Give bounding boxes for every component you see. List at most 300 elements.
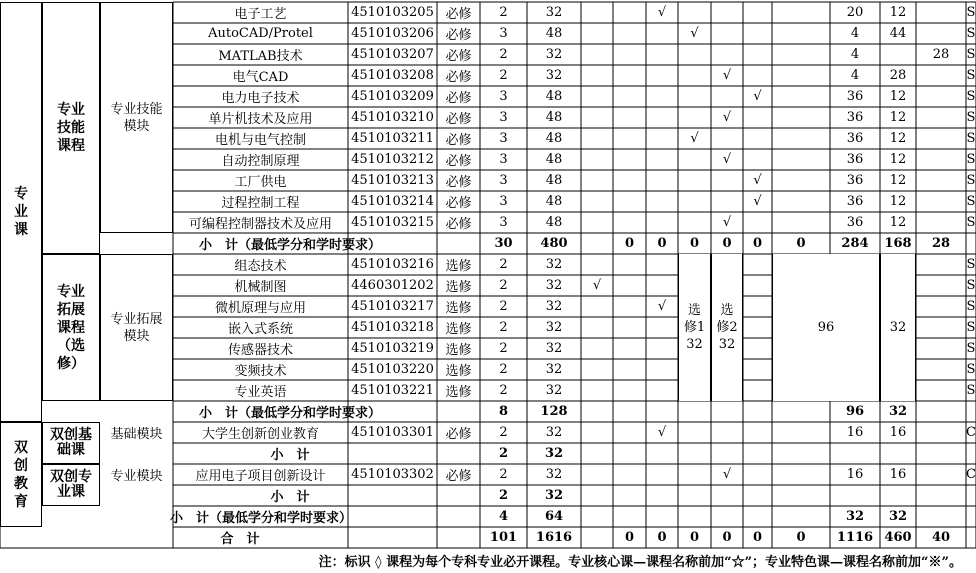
skill-subtotal-credit: 30 (494, 236, 513, 251)
course-hours: 32 (545, 320, 563, 335)
skill-subtotal-label: 小 计（最低学分和学时要求） (198, 238, 381, 253)
semester-mark: √ (657, 299, 667, 314)
semester-mark (581, 296, 613, 317)
course-name: 组态技术 (234, 259, 287, 274)
course-name: 应用电子项目创新设计 (195, 469, 326, 484)
ext-subtotal-label: 小 计（最低学分和学时要求） (198, 406, 381, 421)
course-hours: 32 (545, 68, 563, 83)
theory-hours: 36 (846, 194, 864, 209)
course-credit: 2 (499, 299, 508, 314)
edge-mark: S (966, 89, 976, 104)
course-credit: 3 (499, 89, 508, 104)
sc-subtotal-practice: 32 (888, 509, 908, 524)
theory-hours: 16 (846, 467, 864, 482)
sc-subtotal-credit: 4 (498, 509, 509, 524)
total-practice: 460 (884, 530, 912, 545)
ext-theory-hours: 96 (772, 254, 880, 401)
edge-mark: S (966, 257, 976, 272)
semester-mark (613, 44, 646, 65)
total-label: 合 计 (220, 532, 260, 547)
sc-subtotal-theory: 32 (845, 509, 865, 524)
semester-mark (581, 317, 613, 338)
elective-group-2: 选修2 32 (711, 254, 743, 401)
semester-mark (613, 107, 646, 128)
course-code: 4510103220 (351, 362, 434, 377)
course-code: 4510103210 (351, 110, 434, 125)
course-code: 4510103215 (351, 215, 434, 230)
course-code: 4510103207 (351, 47, 434, 62)
course-hours: 32 (545, 47, 563, 62)
course-hours: 48 (545, 131, 563, 146)
ext-subtotal-credit: 8 (498, 404, 509, 419)
semester-mark (581, 128, 613, 149)
total-hours: 1616 (535, 530, 573, 545)
course-name: 大学生创新创业教育 (201, 427, 319, 442)
practice-hours: 12 (889, 5, 907, 20)
course-credit: 2 (499, 257, 508, 272)
semester-mark (613, 2, 646, 23)
extra-hours (916, 128, 966, 149)
course-credit: 2 (499, 341, 508, 356)
semester-mark: √ (722, 467, 732, 482)
group-sc-zhuanye: 双创专业课 (42, 464, 100, 506)
ext-subtotal-practice: 32 (888, 404, 908, 419)
semester-mark: √ (753, 173, 762, 188)
semester-mark (646, 23, 678, 44)
extra-hours (916, 2, 966, 23)
course-type: 选修 (445, 280, 472, 295)
course-hours: 48 (545, 110, 563, 125)
course-credit: 3 (499, 110, 508, 125)
course-name: 传感器技术 (227, 343, 293, 358)
semester-mark: √ (722, 68, 732, 83)
semester-mark (711, 86, 743, 107)
practice-hours: 12 (889, 131, 907, 146)
semester-mark (646, 65, 678, 86)
course-code: 4510103214 (351, 194, 434, 209)
extra-hours (916, 191, 966, 212)
semester-mark: √ (657, 5, 667, 20)
course-credit: 2 (499, 320, 508, 335)
course-credit: 3 (499, 26, 508, 41)
group-tuozhan: 专业拓展课程（选修） (42, 254, 100, 401)
semester-mark (646, 212, 678, 233)
course-name: 电子工艺 (234, 7, 287, 22)
semester-mark: √ (722, 110, 732, 125)
course-hours: 48 (545, 194, 563, 209)
sc-subtotal-label: 小 计（最低学分和学时要求） (169, 511, 352, 526)
course-hours: 32 (545, 341, 563, 356)
course-name: 变频技术 (234, 364, 287, 379)
semester-mark (711, 44, 743, 65)
skill-subtotal-hours: 480 (540, 236, 568, 251)
sc-subtotal-1-hours: 32 (544, 446, 564, 461)
semester-mark (678, 107, 711, 128)
practice-hours: 44 (889, 26, 907, 41)
course-type: 必修 (445, 469, 472, 484)
semester-mark (613, 191, 646, 212)
extra-hours (916, 212, 966, 233)
subtotal-mark: 0 (689, 236, 700, 251)
edge-mark: S (966, 152, 976, 167)
course-name: 微机原理与应用 (214, 301, 306, 316)
semester-mark (613, 149, 646, 170)
semester-mark (581, 212, 613, 233)
course-code: 4510103301 (351, 425, 434, 440)
course-code: 4510103217 (351, 299, 434, 314)
semester-mark (581, 86, 613, 107)
sc-subtotal-2-credit: 2 (498, 488, 509, 503)
course-hours: 48 (545, 152, 563, 167)
course-hours: 48 (545, 173, 563, 188)
extra-hours (916, 170, 966, 191)
semester-mark (613, 23, 646, 44)
course-code: 4510103218 (351, 320, 434, 335)
edge-mark: S (966, 194, 976, 209)
course-type: 必修 (445, 154, 472, 169)
skill-subtotal-practice: 168 (884, 236, 912, 251)
course-name: 嵌入式系统 (227, 322, 293, 337)
total-theory: 1116 (836, 530, 874, 545)
semester-mark (613, 170, 646, 191)
practice-hours: 12 (889, 152, 907, 167)
edge-mark: S (966, 383, 976, 398)
semester-mark (646, 107, 678, 128)
sc-subtotal-1-credit: 2 (498, 446, 509, 461)
semester-mark: √ (722, 215, 732, 230)
course-name: 单片机技术及应用 (208, 112, 313, 127)
semester-mark (772, 2, 830, 23)
course-credit: 2 (499, 425, 508, 440)
course-type: 必修 (445, 175, 472, 190)
subtotal-mark: 0 (722, 236, 732, 251)
course-code: 4510103216 (351, 257, 434, 272)
edge-mark: S (966, 299, 976, 314)
semester-mark (743, 44, 772, 65)
subtotal-mark: 0 (752, 236, 763, 251)
semester-mark (711, 191, 743, 212)
skill-subtotal-extra: 28 (931, 236, 951, 251)
semester-mark: √ (753, 194, 762, 209)
semester-mark (581, 254, 613, 275)
subtotal-mark: 0 (796, 236, 806, 251)
course-type: 选修 (445, 364, 472, 379)
semester-mark (678, 212, 711, 233)
semester-mark (711, 23, 743, 44)
practice-hours: 16 (889, 425, 907, 440)
theory-hours: 36 (846, 215, 864, 230)
semester-mark (772, 23, 830, 44)
course-code: 4510103221 (351, 383, 434, 398)
semester-mark (743, 128, 772, 149)
semester-mark (772, 212, 830, 233)
semester-mark (646, 254, 678, 275)
semester-mark (678, 191, 711, 212)
edge-mark: S (966, 131, 976, 146)
semester-mark (772, 86, 830, 107)
semester-mark (711, 2, 743, 23)
total-credit: 101 (489, 530, 518, 545)
extra-hours (916, 149, 966, 170)
module-jineng: 专业技能模块 (100, 2, 173, 233)
group-shuangchuang: 双创教育 (0, 422, 42, 527)
edge-mark: S (966, 47, 976, 62)
semester-mark (646, 317, 678, 338)
semester-mark (613, 65, 646, 86)
course-hours: 32 (545, 383, 563, 398)
course-credit: 2 (499, 5, 508, 20)
module-tuozhan: 专业拓展模块 (100, 254, 173, 401)
course-credit: 3 (499, 131, 508, 146)
semester-mark (581, 359, 613, 380)
course-code: 4510103302 (351, 467, 434, 482)
semester-mark (678, 149, 711, 170)
course-name: MATLAB技术 (218, 49, 303, 64)
course-hours: 32 (545, 5, 563, 20)
elective-group-1: 选修1 32 (678, 254, 711, 401)
semester-mark (743, 23, 772, 44)
theory-hours: 36 (846, 89, 864, 104)
course-credit: 3 (499, 215, 508, 230)
subtotal-mark: 0 (657, 236, 667, 251)
semester-mark (772, 170, 830, 191)
course-credit: 2 (499, 383, 508, 398)
course-type: 选修 (445, 322, 472, 337)
course-hours: 48 (545, 26, 563, 41)
semester-mark (646, 380, 678, 401)
semester-mark (678, 65, 711, 86)
course-code: 4510103205 (351, 5, 434, 20)
semester-mark (772, 44, 830, 65)
total-mark: 0 (752, 530, 763, 545)
semester-mark (581, 338, 613, 359)
group-jineng: 专业技能课程 (42, 2, 100, 254)
course-name: 过程控制工程 (221, 196, 300, 211)
course-type: 必修 (445, 7, 472, 22)
edge-mark: S (966, 26, 976, 41)
skill-subtotal-theory: 284 (841, 236, 869, 251)
course-credit: 2 (499, 362, 508, 377)
semester-mark (581, 2, 613, 23)
course-type: 选修 (445, 259, 472, 274)
course-code: 4510103206 (351, 26, 434, 41)
course-hours: 48 (545, 89, 563, 104)
edge-mark: S (966, 5, 976, 20)
edge-mark: C (966, 467, 976, 482)
course-type: 必修 (445, 28, 472, 43)
practice-hours: 12 (889, 110, 907, 125)
course-name: 电机与电气控制 (214, 133, 306, 148)
theory-hours: 4 (850, 47, 860, 62)
course-type: 选修 (445, 385, 472, 400)
edge-mark: S (966, 362, 976, 377)
practice-hours: 12 (889, 215, 907, 230)
semester-mark (711, 170, 743, 191)
theory-hours: 36 (846, 152, 864, 167)
course-name: 电力电子技术 (221, 91, 300, 106)
semester-mark (678, 44, 711, 65)
course-hours: 32 (545, 425, 563, 440)
edge-mark: S (966, 341, 976, 356)
semester-mark (646, 149, 678, 170)
course-code: 4510103209 (351, 89, 434, 104)
course-hours: 32 (545, 278, 563, 293)
course-credit: 2 (499, 47, 508, 62)
course-name: 工厂供电 (234, 175, 287, 190)
extra-hours (916, 86, 966, 107)
semester-mark (646, 338, 678, 359)
practice-hours: 16 (889, 467, 907, 482)
theory-hours: 4 (850, 26, 860, 41)
semester-mark (743, 149, 772, 170)
course-type: 必修 (445, 91, 472, 106)
semester-mark (646, 170, 678, 191)
course-hours: 32 (545, 299, 563, 314)
course-name: AutoCAD/Protel (208, 26, 313, 41)
semester-mark (646, 359, 678, 380)
sc-subtotal-2-hours: 32 (544, 488, 564, 503)
extra-hours: 28 (932, 47, 950, 62)
semester-mark (772, 149, 830, 170)
semester-mark (743, 2, 772, 23)
semester-mark (646, 44, 678, 65)
semester-mark (772, 191, 830, 212)
course-name: 自动控制原理 (221, 154, 300, 169)
theory-hours: 16 (846, 425, 864, 440)
semester-mark (646, 191, 678, 212)
total-mark: 0 (689, 530, 700, 545)
course-code: 4510103219 (351, 341, 434, 356)
course-type: 选修 (445, 301, 472, 316)
sc-subtotal-1-label: 小 计 (270, 448, 310, 463)
semester-mark (646, 128, 678, 149)
course-credit: 2 (499, 68, 508, 83)
course-credit: 3 (499, 173, 508, 188)
course-type: 必修 (445, 427, 472, 442)
semester-mark (613, 86, 646, 107)
semester-mark (772, 107, 830, 128)
course-type: 必修 (445, 196, 472, 211)
course-hours: 32 (545, 467, 563, 482)
course-name: 机械制图 (234, 280, 287, 295)
extra-hours (916, 107, 966, 128)
edge-mark: S (966, 215, 976, 230)
ext-subtotal-theory: 96 (845, 404, 865, 419)
semester-mark (646, 275, 678, 296)
edge-mark: C (966, 425, 976, 440)
course-code: 4510103212 (351, 152, 434, 167)
ext-subtotal-hours: 128 (540, 404, 568, 419)
course-credit: 3 (499, 194, 508, 209)
course-type: 必修 (445, 217, 472, 232)
sc-subtotal-hours: 64 (544, 509, 564, 524)
semester-mark (613, 212, 646, 233)
module-label: 专业模块 (110, 469, 163, 484)
semester-mark (581, 107, 613, 128)
course-hours: 32 (545, 257, 563, 272)
theory-hours: 4 (850, 68, 860, 83)
edge-mark: S (966, 68, 976, 83)
course-type: 选修 (445, 343, 472, 358)
practice-hours (880, 44, 916, 65)
practice-hours: 28 (889, 68, 907, 83)
semester-mark (678, 170, 711, 191)
subtotal-mark: 0 (624, 236, 635, 251)
edge-mark: S (966, 110, 976, 125)
course-code: 4510103213 (351, 173, 434, 188)
semester-mark (711, 128, 743, 149)
semester-mark: √ (722, 152, 732, 167)
semester-mark: √ (690, 131, 699, 146)
semester-mark: √ (592, 278, 602, 293)
course-type: 必修 (445, 133, 472, 148)
semester-mark (772, 65, 830, 86)
semester-mark (581, 44, 613, 65)
semester-mark (581, 170, 613, 191)
course-hours: 32 (545, 362, 563, 377)
extra-hours (916, 65, 966, 86)
course-type: 必修 (445, 70, 472, 85)
course-name: 电气CAD (232, 70, 289, 85)
course-type: 必修 (445, 112, 472, 127)
course-code: 4510103208 (351, 68, 434, 83)
semester-mark (581, 149, 613, 170)
total-mark: 0 (796, 530, 806, 545)
course-type: 必修 (445, 49, 472, 64)
practice-hours: 12 (889, 194, 907, 209)
course-credit: 2 (499, 278, 508, 293)
table-footnote: 注：标识 ◊ 课程为每个专科专业必开课程。专业核心课—课程名称前加“☆”；专业特色课—课程名称前加“※”。 (318, 554, 962, 570)
sc-subtotal-2-label: 小 计 (270, 490, 310, 505)
semester-mark (581, 380, 613, 401)
course-hours: 48 (545, 215, 563, 230)
semester-mark (743, 107, 772, 128)
semester-mark (581, 23, 613, 44)
course-name: 可编程控制器技术及应用 (188, 217, 332, 232)
total-extra: 40 (931, 530, 951, 545)
course-code: 4510103211 (351, 131, 434, 146)
semester-mark (613, 128, 646, 149)
group-zhuanye: 专业课 (0, 2, 42, 422)
theory-hours: 20 (846, 5, 864, 20)
semester-mark (646, 86, 678, 107)
semester-mark (743, 212, 772, 233)
semester-mark (581, 65, 613, 86)
course-credit: 2 (499, 467, 508, 482)
total-mark: 0 (722, 530, 732, 545)
edge-mark: S (966, 173, 976, 188)
group-sc-jichu: 双创基础课 (42, 422, 100, 464)
course-credit: 3 (499, 152, 508, 167)
practice-hours: 12 (889, 89, 907, 104)
semester-mark (772, 128, 830, 149)
course-name: 专业英语 (234, 385, 287, 400)
semester-mark (743, 65, 772, 86)
edge-mark: S (966, 278, 976, 293)
total-mark: 0 (624, 530, 635, 545)
semester-mark: √ (753, 89, 762, 104)
practice-hours: 12 (889, 173, 907, 188)
semester-mark (678, 86, 711, 107)
extra-hours (916, 23, 966, 44)
semester-mark (678, 2, 711, 23)
theory-hours: 36 (846, 173, 864, 188)
theory-hours: 36 (846, 131, 864, 146)
semester-mark: √ (690, 26, 699, 41)
semester-mark (581, 191, 613, 212)
semester-mark: √ (657, 425, 667, 440)
theory-hours: 36 (846, 110, 864, 125)
